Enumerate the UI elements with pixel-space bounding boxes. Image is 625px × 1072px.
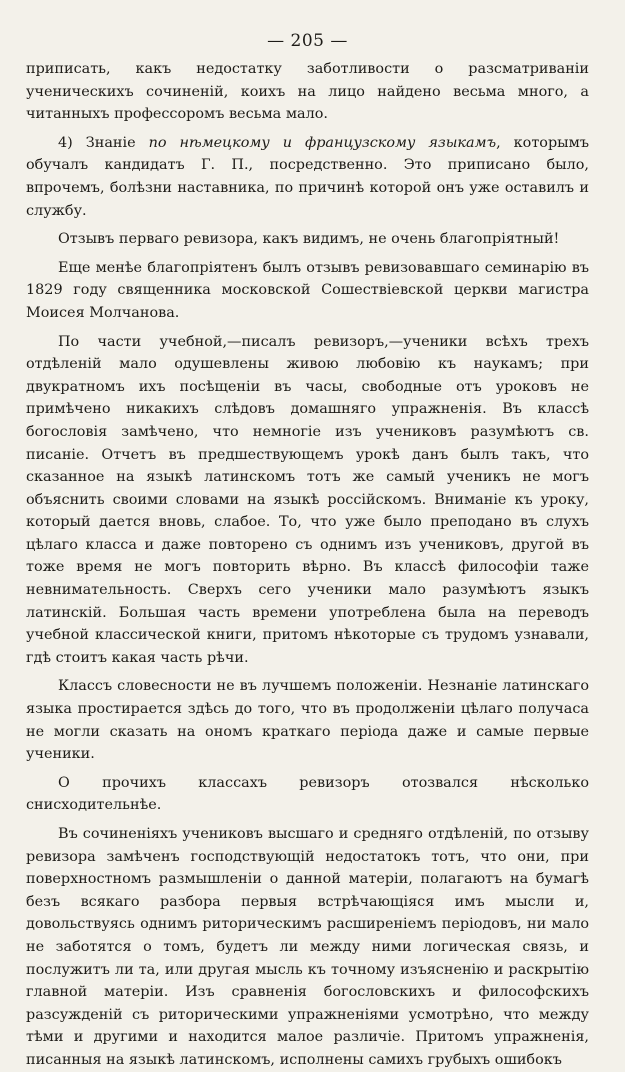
page-number: — 205 — <box>267 31 348 51</box>
paragraph-2-end: , которымъ обучалъ кандидатъ Г. П., посредственно. Это приписано было, впрочемъ, болѣзни наставника, по причинѣ которой онъ уже оставилъ и службу. <box>26 134 589 219</box>
paragraph-5: По части учебной,—писалъ ревизоръ,—ученики всѣхъ трехъ отдѣленій мало одушевлены живою любовію къ наукамъ; при двукратномъ ихъ посѣщеніи въ часы, свободные отъ уроковъ не примѣчено никакихъ слѣдовъ домашняго упражненія. Въ классѣ богословія замѣчено, что немногіе изъ учениковъ разумѣютъ св. писаніе. Отчетъ въ предшествующемъ урокѣ данъ былъ такъ, что сказанное на языкѣ латинскомъ тотъ же самый ученикъ не могъ объяснить своими словами на языкѣ россійскомъ. Вниманіе къ уроку, который дается вновь, слабое. То, что уже было преподано въ слухъ цѣлаго класса и даже повторено съ однимъ изъ учениковъ, другой въ тоже время не могъ повторить вѣрно. Въ классѣ философіи таже невнимательность. Сверхъ сего ученики мало разумѣютъ языкъ латинскій. Большая часть времени употреблена была на переводъ учебной классической книги, притомъ нѣкоторые съ трудомъ узнавали, гдѣ стоитъ какая часть рѣчи. <box>26 333 589 666</box>
paragraph-8: Въ сочиненіяхъ учениковъ высшаго и средняго отдѣленій, по отзыву ревизора замѣченъ господствующій недостатокъ тотъ, что они, при поверхностномъ размышленіи о данной матеріи, полагаютъ на бумагѣ безъ всякаго разбора первыя встрѣчающіяся имъ мысли и, довольствуясь однимъ риторическимъ расширеніемъ періодовъ, ни мало не заботятся о томъ, будетъ ли между ними логическая связь, и послужитъ ли та, или другая мысль къ точному изъясненію и раскрытію главной матеріи. Изъ сравненія богословскихъ и философскихъ разсужденій съ риторическими упражненіями усмотрѣно, что между тѣми и другими и находится малое различіе. Притомъ упражненія, писанныя на языкѣ латинскомъ, исполнены самихъ грубыхъ ошибокъ <box>26 826 589 1068</box>
paragraph-4: Еще менѣе благопріятенъ былъ отзывъ ревизовавшаго семинарію въ 1829 году священника московской Сошествіевской церкви магистра Моисея Молчанова. <box>26 259 589 321</box>
paragraph-6: Классъ словесности не въ лучшемъ положеніи. Незнаніе латинскаго языка простирается здѣсь до того, что въ продолженіи цѣлаго получаса не могли сказать на ономъ краткаго періода даже и самые первые ученики. <box>26 678 589 763</box>
page-text <box>26 58 589 1072</box>
paragraph-7: О прочихъ классахъ ревизоръ отозвался нѣсколько снисходительнѣе. <box>26 774 589 814</box>
paragraph-3: Отзывъ перваго ревизора, какъ видимъ, не очень благопріятный! <box>58 231 560 248</box>
paragraph-2-italic: по нѣмецкому и французскому языкамъ <box>148 134 497 151</box>
paragraph-2 <box>26 132 589 222</box>
paragraph-1: приписать, какъ недостатку заботливости о разсматриваніи ученическихъ сочиненій, коихъ на лицо найдено весьма много, а читанныхъ профессоромъ весьма мало. <box>26 61 589 123</box>
paragraph-2-start: 4) Знаніе <box>58 134 149 151</box>
